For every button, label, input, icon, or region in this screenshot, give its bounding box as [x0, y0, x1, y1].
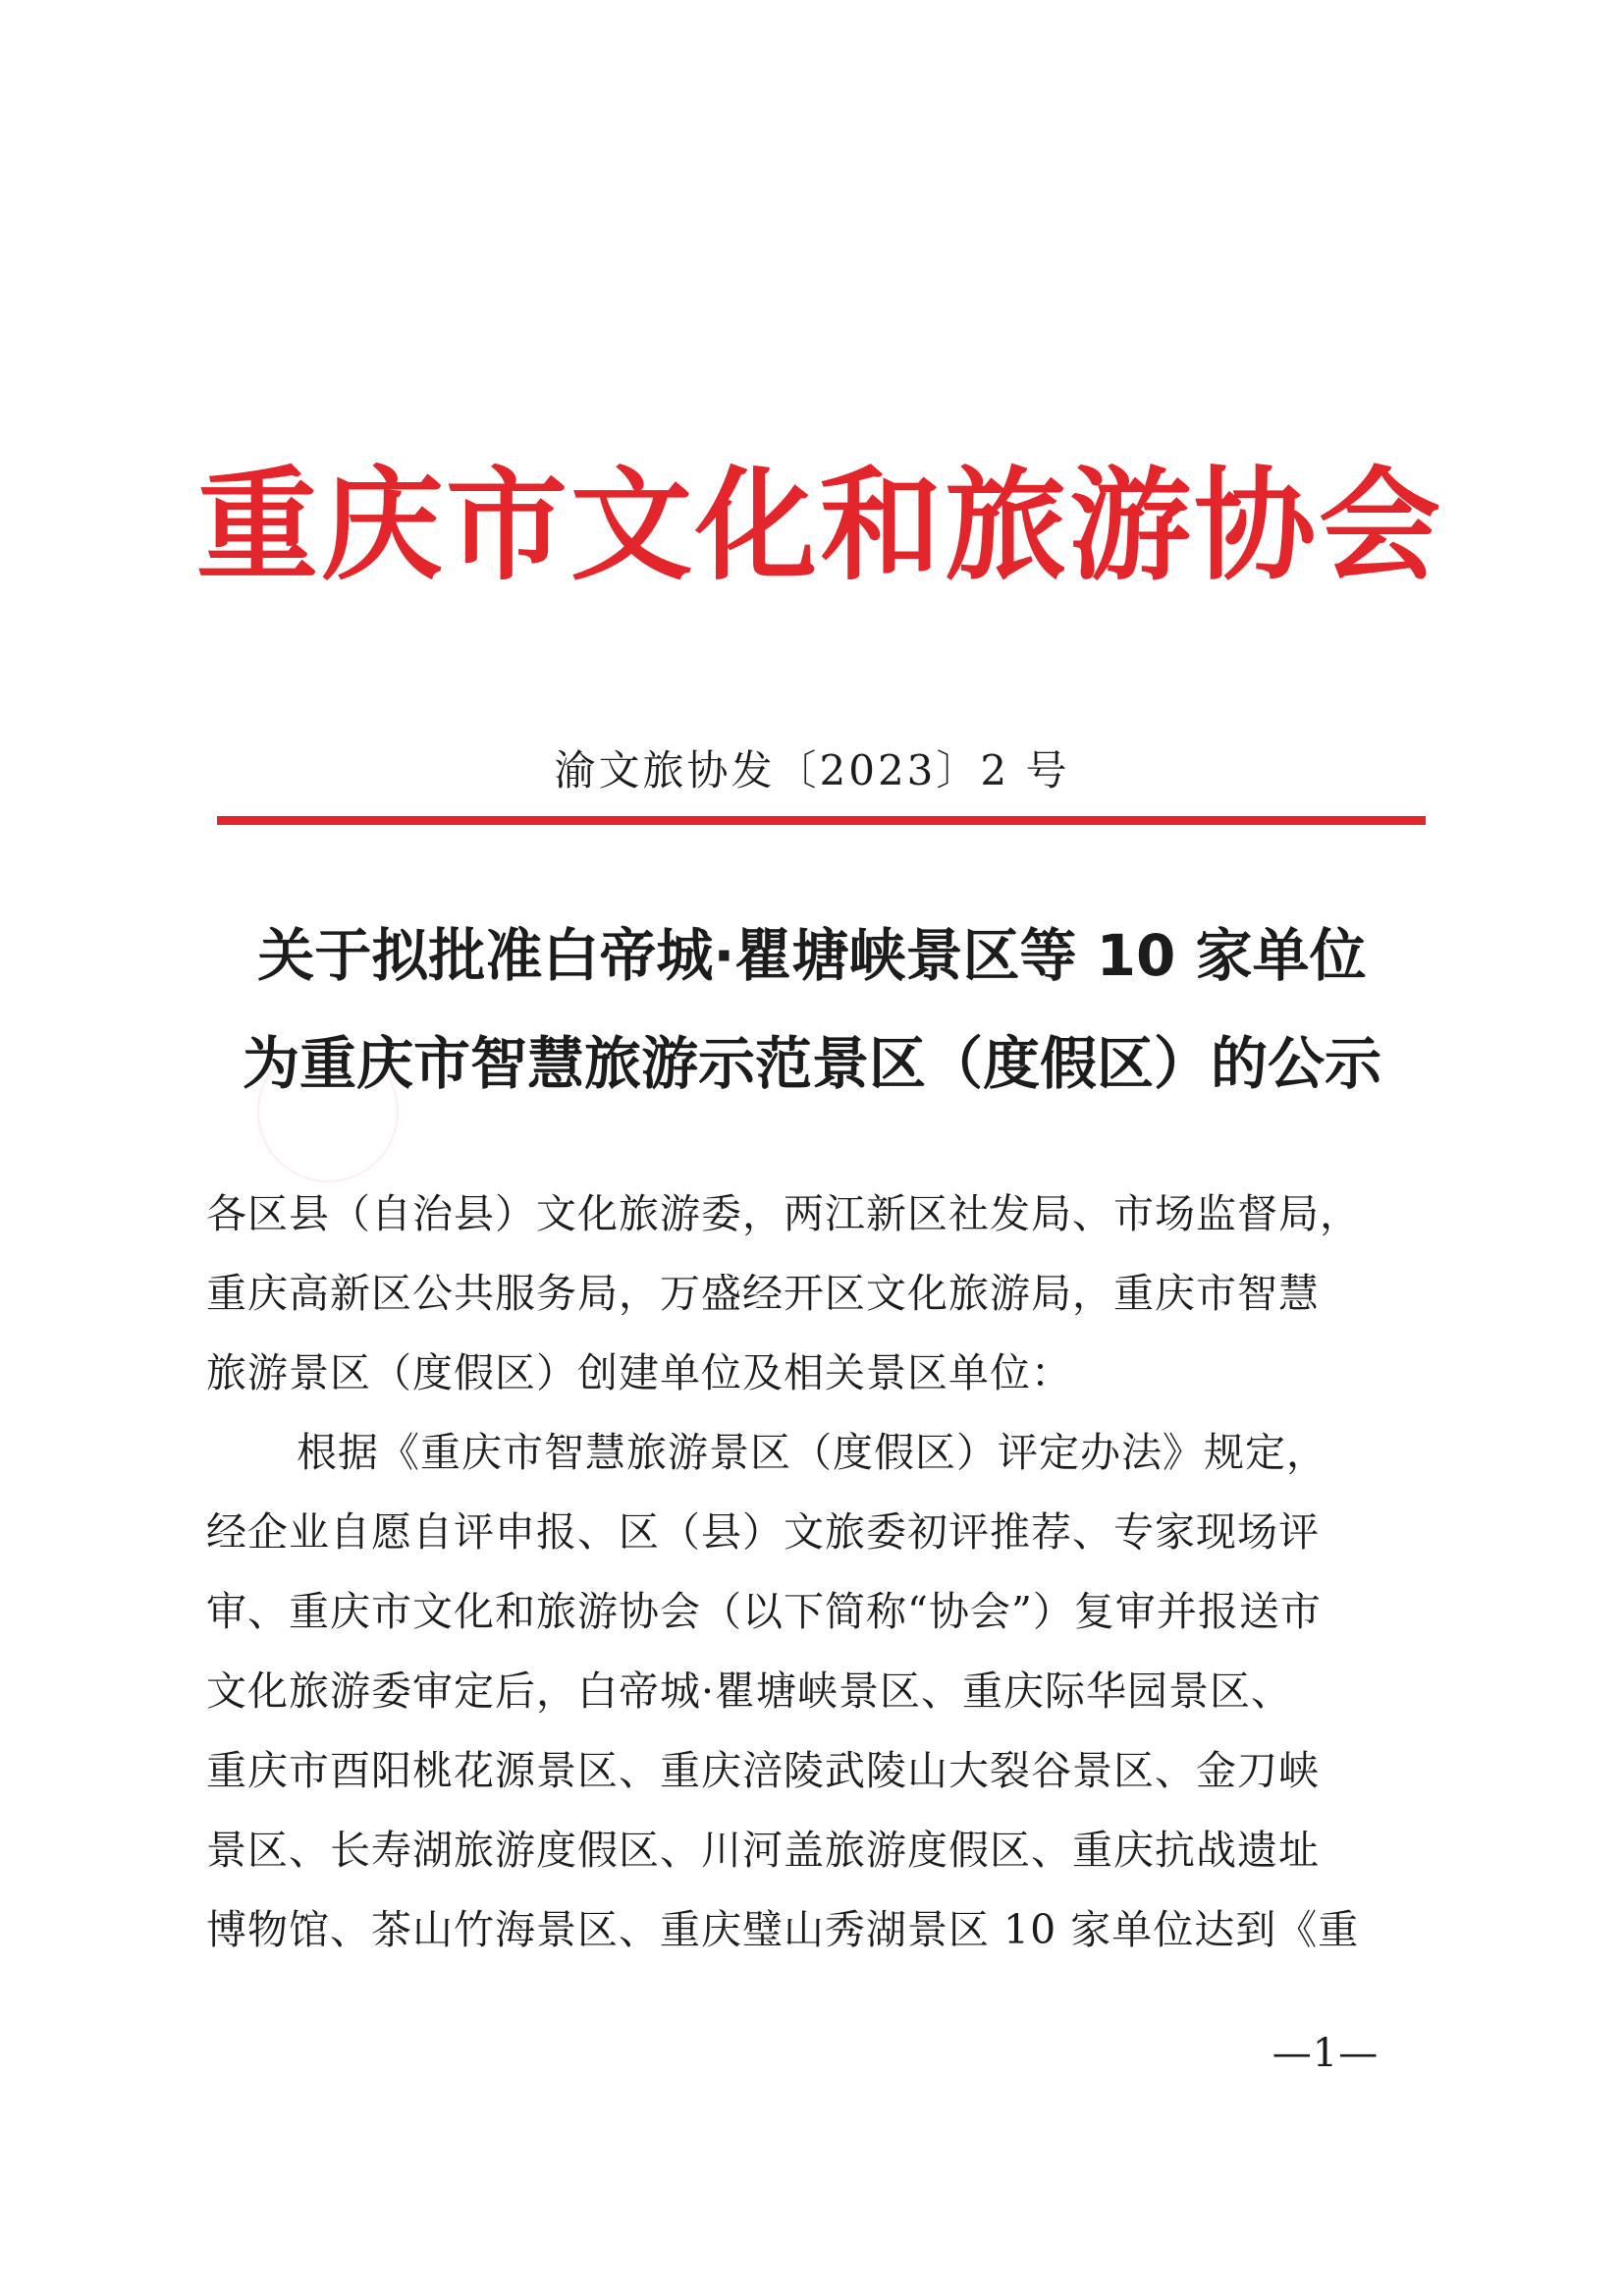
body-line: 景区、长寿湖旅游度假区、川河盖旅游度假区、重庆抗战遗址: [206, 1827, 1320, 1874]
red-divider-line: [217, 816, 1426, 825]
body-line: 旅游景区（度假区）创建单位及相关景区单位：: [206, 1349, 1072, 1396]
body-line: 根据《重庆市智慧旅游景区（度假区）评定办法》规定，: [297, 1429, 1327, 1476]
body-line: 重庆市酉阳桃花源景区、重庆涪陵武陵山大裂谷景区、金刀峡: [206, 1747, 1320, 1794]
organization-title: 重庆市文化和旅游协会: [196, 456, 1444, 597]
body-line: 各区县（自治县）文化旅游委，两江新区社发局、市场监督局，: [206, 1190, 1361, 1237]
body-line: 博物馆、茶山竹海景区、重庆璧山秀湖景区 10 家单位达到《重: [206, 1906, 1360, 1953]
notice-title-line: 为重庆市智慧旅游示范景区（度假区）的公示: [242, 1030, 1381, 1097]
body-line: 文化旅游委审定后，白帝城·瞿塘峡景区、重庆际华园景区、: [206, 1667, 1293, 1715]
body-text: [206, 1175, 1414, 1970]
body-line: 经企业自愿自评申报、区（县）文旅委初评推荐、专家现场评: [206, 1508, 1320, 1556]
notice-title: [196, 902, 1428, 1118]
page-number: —1—: [1272, 2031, 1380, 2076]
body-line: 重庆高新区公共服务局，万盛经开区文化旅游局，重庆市智慧: [206, 1270, 1320, 1317]
body-line: 审、重庆市文化和旅游协会（以下简称“协会”）复审并报送市: [206, 1588, 1322, 1635]
document-number: 渝文旅协发〔2023〕2 号: [554, 746, 1070, 794]
notice-title-line: 关于拟批准白帝城·瞿塘峡景区等 10 家单位: [257, 922, 1367, 989]
